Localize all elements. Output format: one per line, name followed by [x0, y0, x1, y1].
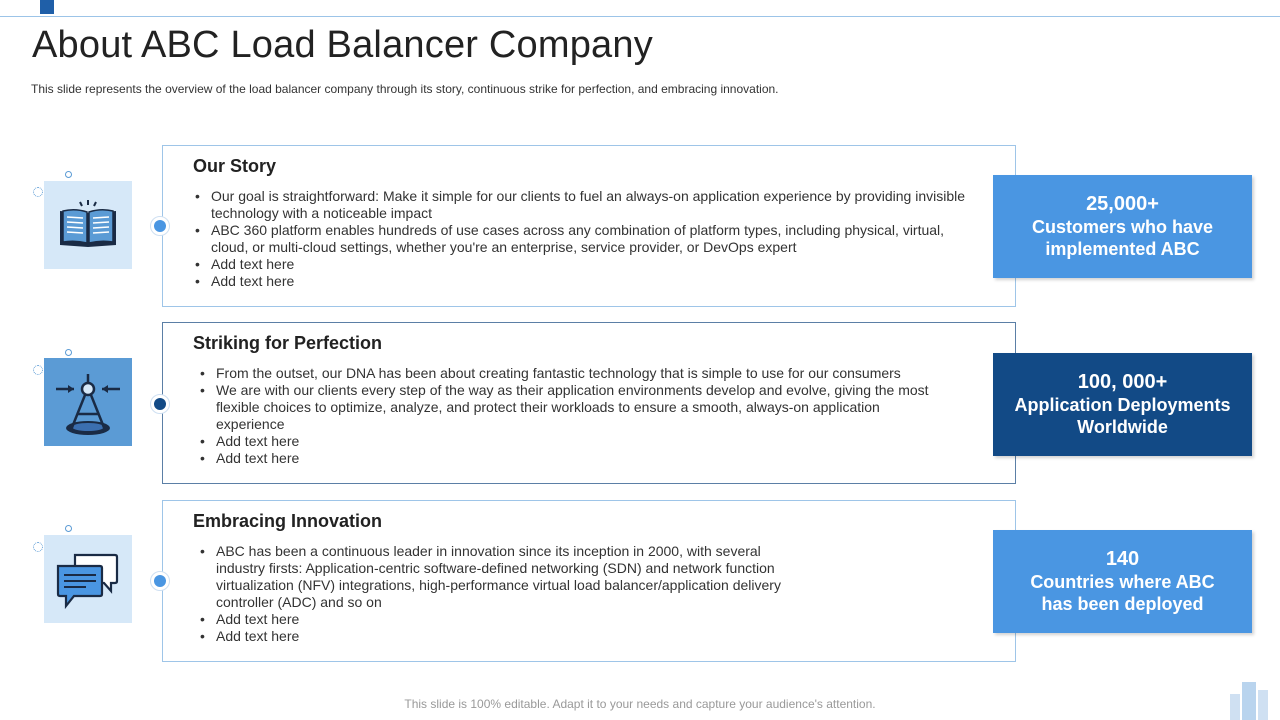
bullet-item: • We are with our clients every step of the way as their application environments develop and evolve, giving the most flexible choices to optimize, analyze, and protect their workloads to ensure a smooth, always-on application experience	[198, 382, 938, 433]
timeline-node	[150, 216, 170, 236]
stat-label: Customers who have implemented ABC	[1031, 217, 1214, 259]
timeline-node	[150, 394, 170, 414]
stat-customers	[993, 175, 1252, 278]
section-title: Our Story	[193, 156, 277, 176]
decor-dot	[65, 171, 72, 178]
section-icon-box	[44, 358, 132, 446]
chat-bubbles-icon	[44, 535, 132, 623]
section-card-our-story	[162, 145, 1016, 307]
top-rule	[0, 16, 1280, 17]
page-title: About ABC Load Balancer Company	[32, 24, 653, 66]
bullet-item: • Add text here	[198, 611, 798, 628]
bullet-list	[193, 188, 973, 290]
decor-gear-icon	[33, 187, 43, 197]
decor-dot	[65, 349, 72, 356]
stat-label: Application Deployments Worldwide	[1014, 395, 1231, 437]
bullet-item: • Add text here	[193, 273, 973, 290]
open-book-icon	[44, 181, 132, 269]
section-title: Embracing Innovation	[193, 511, 383, 531]
page-subtitle: This slide represents the overview of the load balancer company through its story, continuous strike for perfection, and embracing innovation.	[31, 82, 779, 96]
section-icon-box	[44, 181, 132, 269]
section-card-innovation	[162, 500, 1016, 662]
stat-label: Countries where ABC has been deployed	[1030, 572, 1215, 614]
section-icon-box	[44, 535, 132, 623]
timeline-node	[150, 571, 170, 591]
bullet-list	[198, 543, 798, 645]
decor-dot	[65, 525, 72, 532]
stat-countries	[993, 530, 1252, 633]
footer-note: This slide is 100% editable. Adapt it to your needs and capture your audience's attention.	[404, 697, 876, 711]
stat-number: 140	[1105, 548, 1140, 570]
bullet-item: • Add text here	[198, 628, 798, 645]
bullet-item: • From the outset, our DNA has been about creating fantastic technology that is simple to use for our consumers	[198, 365, 938, 382]
bullet-item: • ABC has been a continuous leader in innovation since its inception in 2000, with several industry firsts: Application-centric software-defined networking (SDN) and network function virtualization (NFV) integrations, high-performance virtual load balancer/application delivery controller (ADC) and so on	[198, 543, 798, 611]
section-card-perfection	[162, 322, 1016, 484]
section-title: Striking for Perfection	[193, 333, 383, 353]
bullet-item: • Add text here	[198, 450, 938, 467]
bullet-item: • Add text here	[198, 433, 938, 450]
bullet-item: • Our goal is straightforward: Make it simple for our clients to fuel an always-on application experience by providing invisible technology with a noticeable impact	[193, 188, 973, 222]
top-accent-tab	[40, 0, 54, 14]
decor-gear-icon	[33, 365, 43, 375]
bullet-list	[198, 365, 938, 467]
compass-precision-icon	[44, 358, 132, 446]
stat-deployments	[993, 353, 1252, 456]
buildings-icon	[1228, 680, 1268, 720]
bullet-item: • ABC 360 platform enables hundreds of use cases across any combination of platform types, including physical, virtual, cloud, or multi-cloud settings, whether you're an enterprise, service provider, or DevOps expert	[193, 222, 973, 256]
decor-gear-icon	[33, 542, 43, 552]
bullet-item: • Add text here	[193, 256, 973, 273]
stat-number: 100, 000+	[1077, 371, 1168, 393]
stat-number: 25,000+	[1086, 193, 1159, 215]
